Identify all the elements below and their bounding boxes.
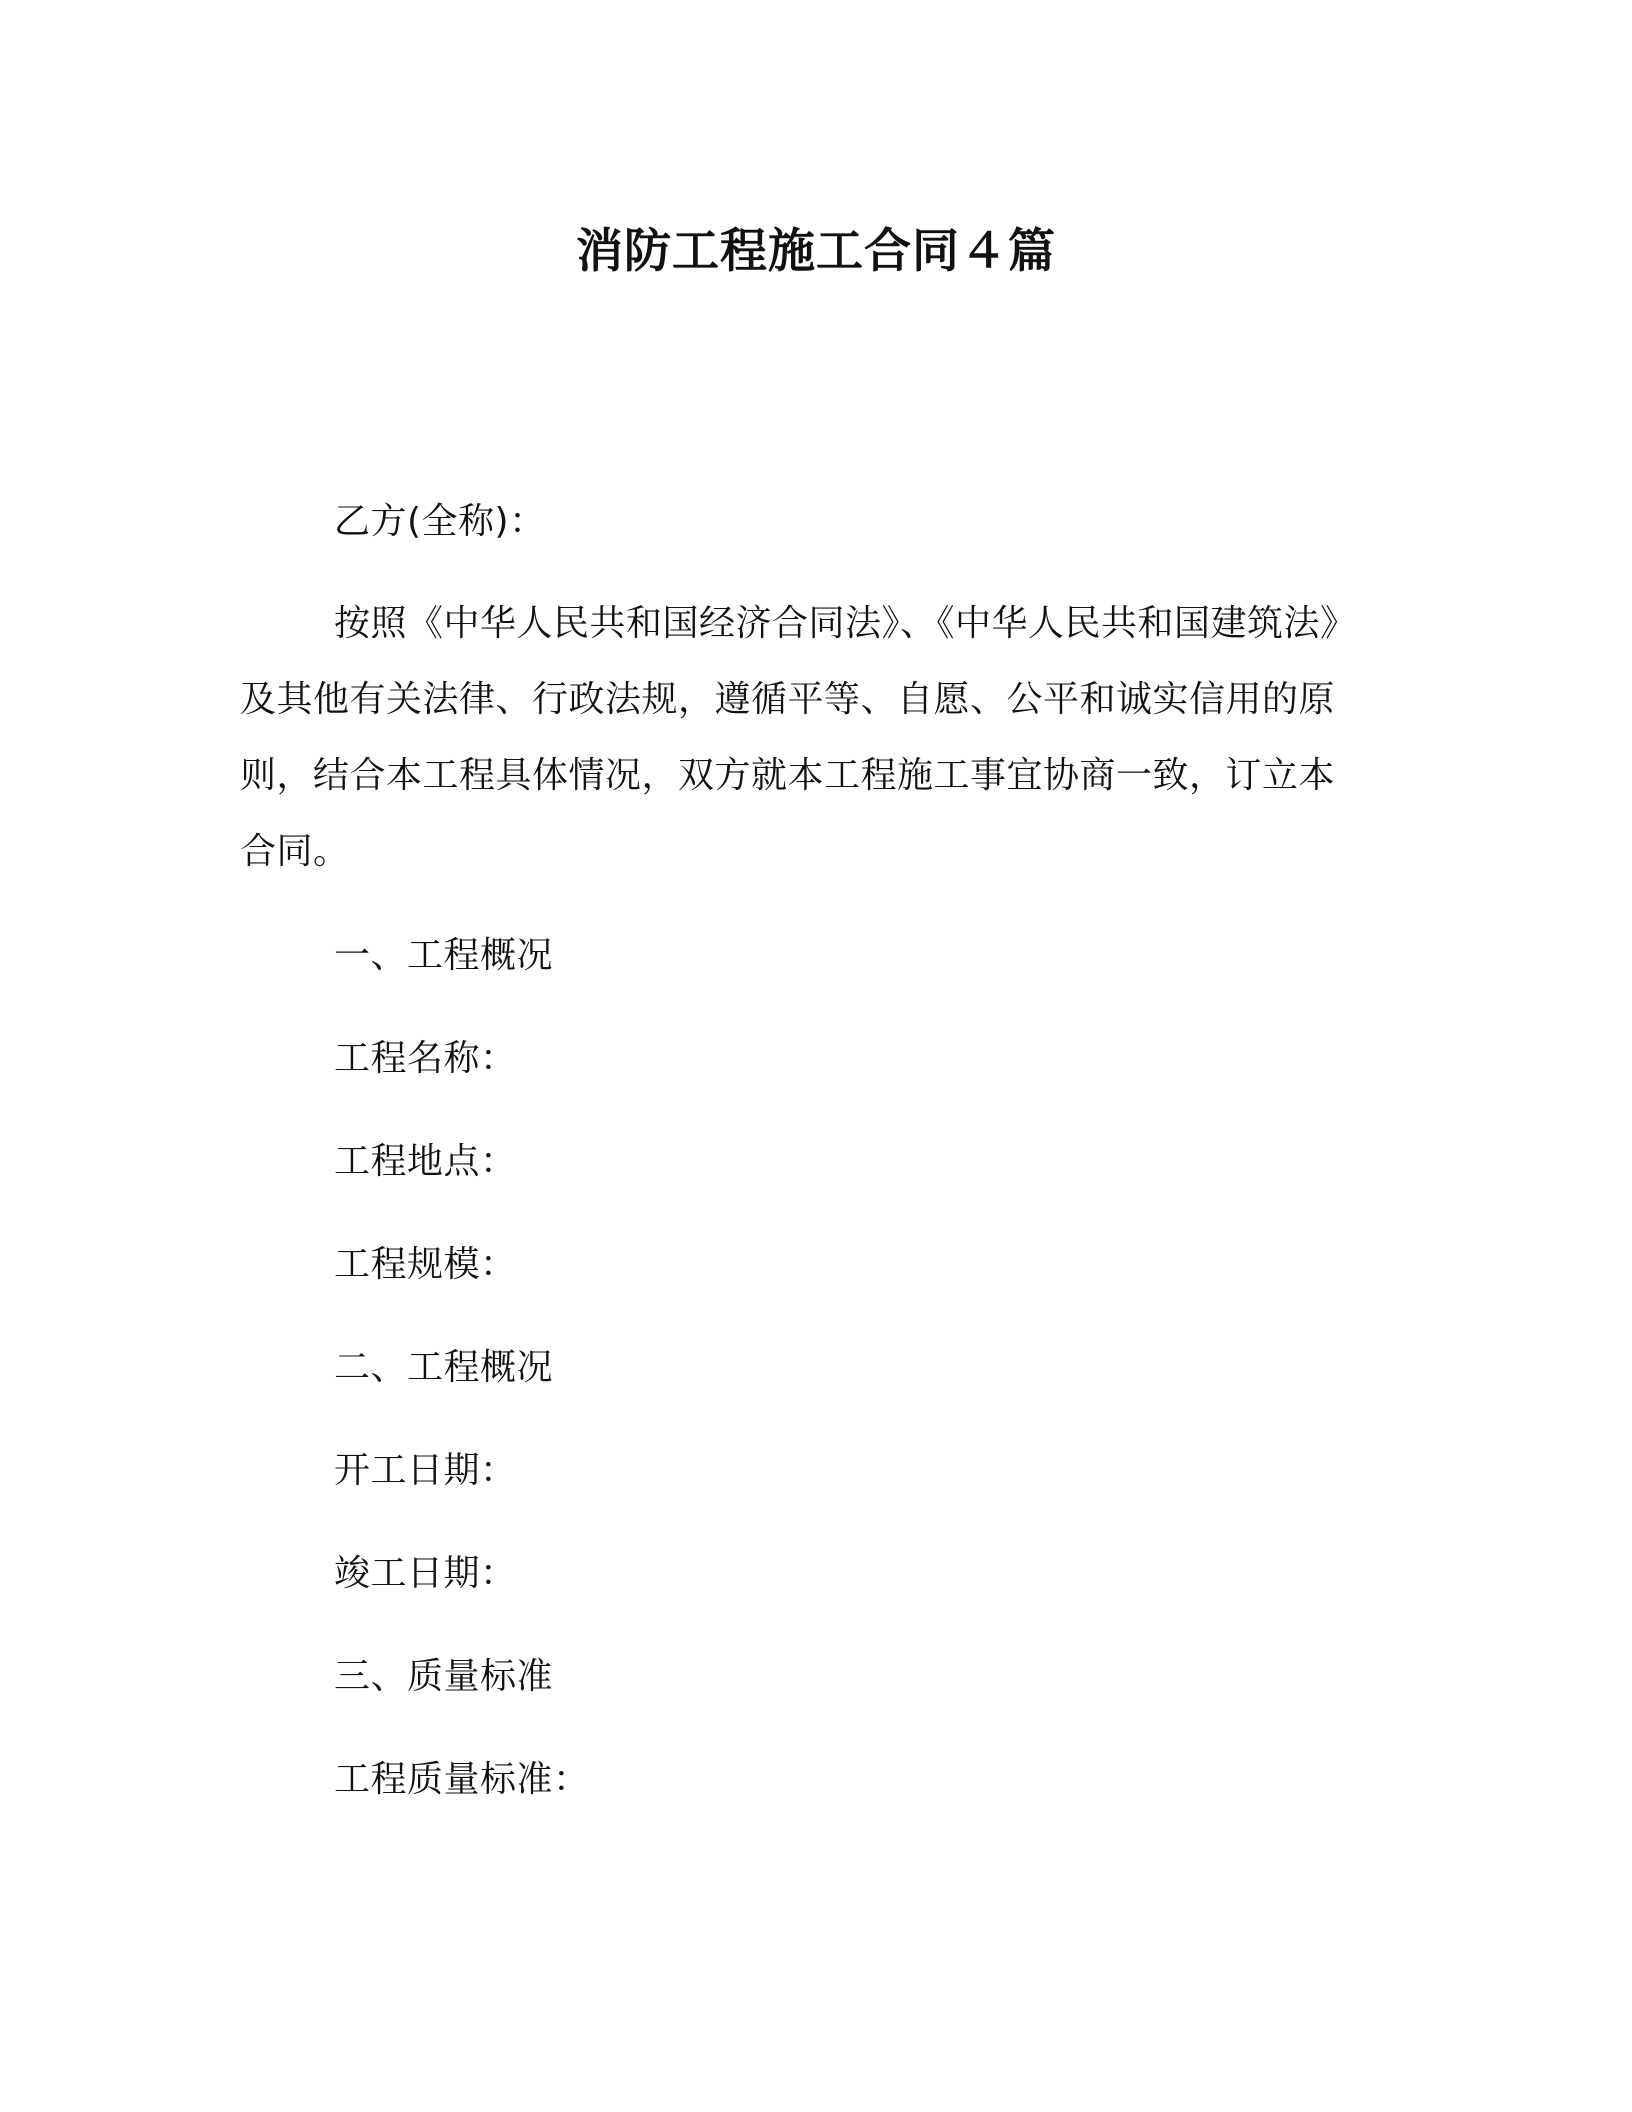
section-3-heading: 三、质量标准 bbox=[334, 1656, 554, 1697]
quality-standard-label: 工程质量标准： bbox=[334, 1759, 590, 1800]
project-scale-label: 工程规模： bbox=[334, 1244, 517, 1285]
completion-date-label: 竣工日期： bbox=[334, 1553, 517, 1594]
intro-line-1: 按照《中华人民共和国经济合同法》、《中华人民共和国建筑法》 bbox=[334, 603, 1357, 644]
document-title: 消防工程施工合同４篇 bbox=[576, 224, 1056, 279]
section-2-heading: 二、工程概况 bbox=[334, 1347, 554, 1388]
party-b-label: 乙方(全称)： bbox=[334, 501, 546, 542]
project-location-label: 工程地点： bbox=[334, 1141, 517, 1182]
start-date-label: 开工日期： bbox=[334, 1450, 517, 1491]
intro-line-3: 则，结合本工程具体情况，双方就本工程施工事宜协商一致，订立本 bbox=[240, 755, 1336, 796]
section-1-heading: 一、工程概况 bbox=[334, 935, 554, 976]
intro-line-2: 及其他有关法律、行政法规，遵循平等、自愿、公平和诚实信用的原 bbox=[240, 679, 1336, 720]
project-name-label: 工程名称： bbox=[334, 1038, 517, 1079]
intro-line-4: 合同。 bbox=[240, 831, 350, 872]
